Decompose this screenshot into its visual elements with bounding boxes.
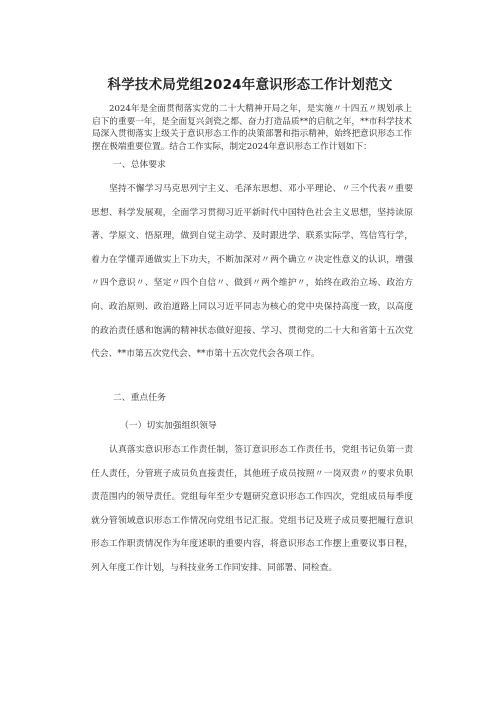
subsection-heading-organization-leadership: （一）切实加强组织领导: [120, 421, 217, 431]
section-heading-general-requirements: 一、总体要求: [113, 160, 166, 170]
section-heading-key-tasks: 二、重点任务: [113, 393, 166, 403]
document-title: 科学技术局党组2024年意识形态工作计划范文: [107, 77, 393, 93]
intro-paragraph: 2024年是全面贯彻落实党的二十大精神开局之年，是实施〃十四五〃规划承上启下的重要一年，是全面复兴剑瓷之都、奋力打造品质**的启航之年，**市科学技术局深入贯彻落实上级关于意识形态工作的决策部署和指示精神，始终把意识形态工作摆在极端重要位置。结合工作实际，制定2024年意识形态工作计划如下：: [92, 104, 412, 152]
organization-leadership-paragraph: 认真落实意识形态工作责任制，签订意识形态工作责任书，党组书记负第一责任人责任，分管班子成员负直接责任，其他班子成员按照〃一岗双责〃的要求负职责范围内的领导责任。党组每年至少专题研究意识形态工作四次，党组成员每季度就分管领域意识形态工作情况向党组书记汇报。党组书记及班子成员要把履行意识形态工作职责情况作为年度述职的重要内容，将意识形态工作摆上重要议事日程，列入年度工作计划，与科技业务工作同安排、同部署、同检查。: [91, 445, 413, 573]
general-requirements-paragraph: 坚持不懈学习马克思列宁主义、毛泽东思想、邓小平理论、〃三个代表〃重要思想、科学发展观，全面学习贯彻习近平新时代中国特色社会主义思想，坚持读原著、学原文、悟原理，做到自觉主动学、及时跟进学、联系实际学、笃信笃行学，着力在学懂弄通做实上下功夫，不断加深对〃两个确立〃决定性意义的认识，增强〃四个意识〃、坚定〃四个自信〃、做到〃两个维护〃，始终在政治立场、政治方向、政治原则、政治道路上同以习近平同志为核心的党中央保持高度一致，以高度的政治责任感和饱满的精神状态做好迎接、学习、贯彻党的二十大和省第十五次党代会、**市第五次党代会、**市第十五次党代会各项工作。: [91, 184, 413, 360]
